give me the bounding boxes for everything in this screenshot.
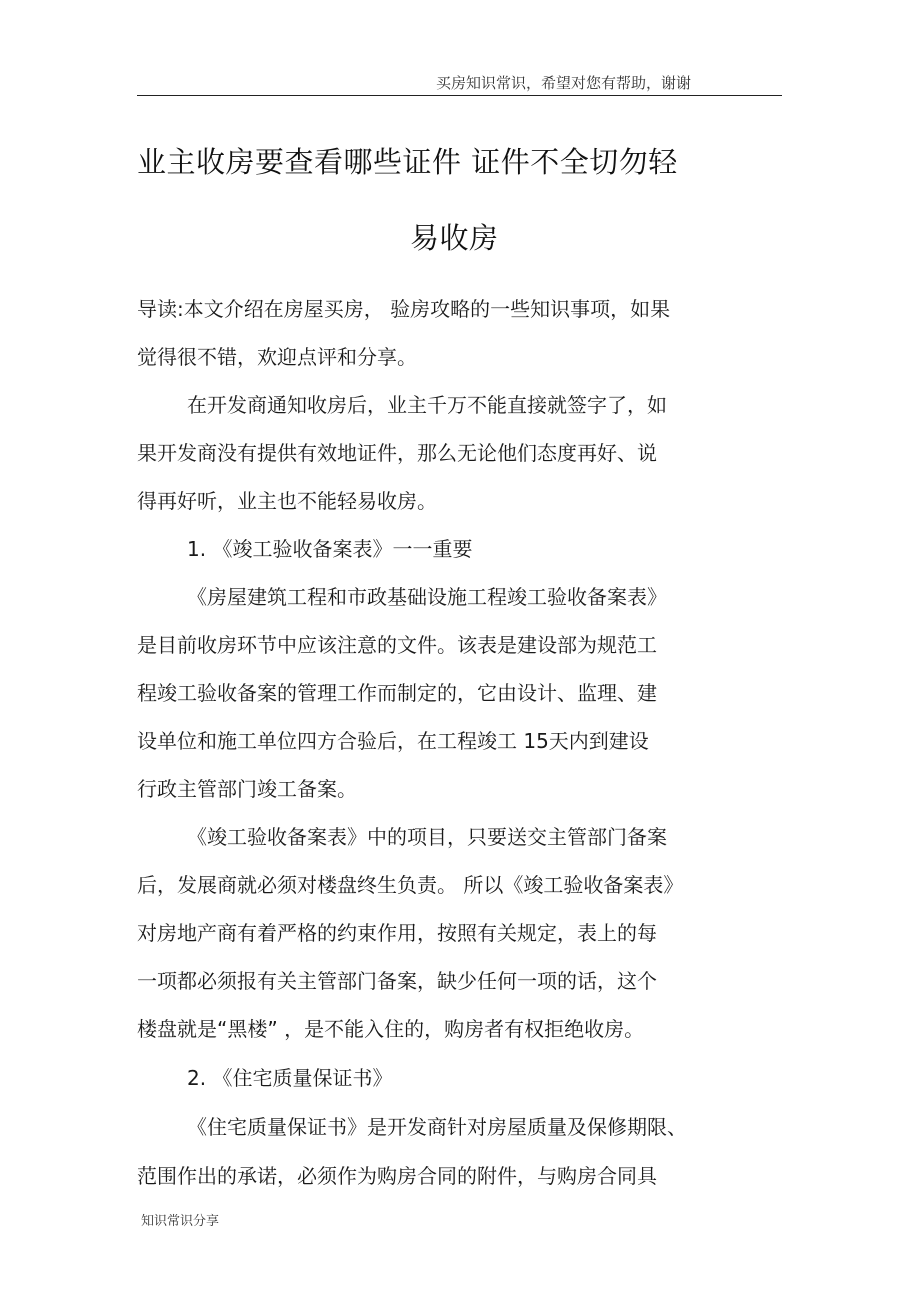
section-heading-2: 2. 《住宅质量保证书》 (187, 1066, 393, 1090)
page-title-line-1: 业主收房要查看哪些证件 证件不全切勿轻 (137, 145, 678, 179)
paragraph-line: 范围作出的承诺，必须作为购房合同的附件，与购房合同具 (137, 1164, 657, 1188)
paragraph-line: 对房地产商有着严格的约束作用，按照有关规定，表上的每 (137, 921, 657, 945)
intro-line: 觉得很不错，欢迎点评和分享。 (137, 345, 417, 369)
paragraph-line: 程竣工验收备案的管理工作而制定的，它由设计、监理、建 (137, 681, 657, 705)
page-footer: 知识常识分享 (141, 1214, 220, 1229)
paragraph-line: 《房屋建筑工程和市政基础设施工程竣工验收备案表》 (187, 585, 667, 609)
paragraph-line: 在开发商通知收房后，业主千万不能直接就签字了，如 (187, 393, 667, 417)
intro-line: 导读:本文介绍在房屋买房， 验房攻略的一些知识事项，如果 (137, 297, 671, 321)
paragraph-line: 一项都必须报有关主管部门备案，缺少任何一项的话，这个 (137, 969, 657, 993)
section-heading-1: 1. 《竣工验收备案表》一一重要 (187, 537, 473, 561)
running-header: 买房知识常识，希望对您有帮助，谢谢 (436, 74, 692, 92)
paragraph-line: 得再好听，业主也不能轻易收房。 (137, 489, 437, 513)
paragraph-line: 《住宅质量保证书》是开发商针对房屋质量及保修期限、 (187, 1115, 687, 1139)
paragraph-line: 后，发展商就必须对楼盘终生负责。 所以《竣工验收备案表》 (137, 873, 684, 897)
header-divider (137, 95, 782, 96)
paragraph-line: 楼盘就是“黑楼” ，是不能入住的，购房者有权拒绝收房。 (137, 1017, 645, 1041)
paragraph-line: 设单位和施工单位四方合验后，在工程竣工 15天内到建设 (137, 729, 649, 753)
paragraph-line: 果开发商没有提供有效地证件，那么无论他们态度再好、说 (137, 441, 657, 465)
paragraph-line: 是目前收房环节中应该注意的文件。该表是建设部为规范工 (137, 633, 657, 657)
paragraph-line: 行政主管部门竣工备案。 (137, 777, 357, 801)
paragraph-line: 《竣工验收备案表》中的项目，只要送交主管部门备案 (187, 825, 667, 849)
page-title-line-2: 易收房 (410, 221, 499, 255)
